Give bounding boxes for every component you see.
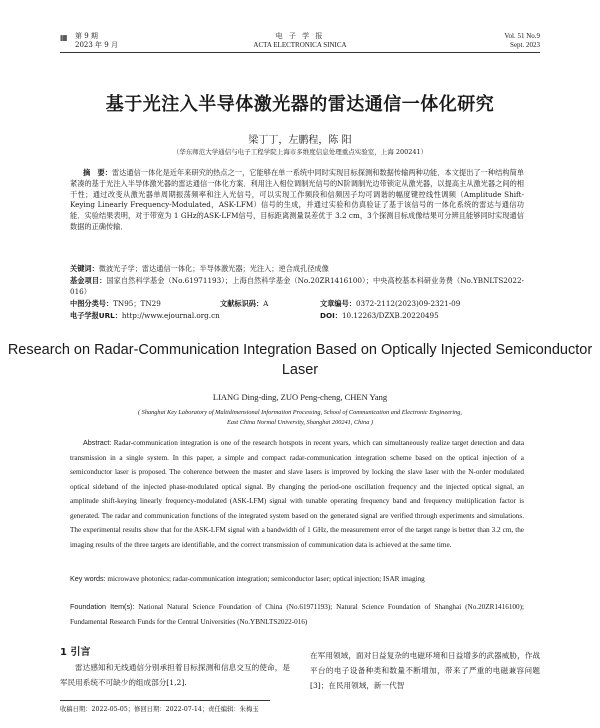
header-rule xyxy=(60,52,540,53)
keywords-en xyxy=(70,572,524,587)
fund-en xyxy=(70,600,524,629)
keywords-cn-label: 关键词： xyxy=(70,264,99,273)
fund-cn-label: 基金项目： xyxy=(70,276,107,285)
abstract-en xyxy=(70,436,524,552)
header-right xyxy=(504,32,540,50)
keywords-en-text: microwave photonics; radar-communication integration; semiconductor laser; optical injection; ISAR imaging xyxy=(107,575,425,583)
fund-cn-text: 国家自然科学基金（No.61971193）；上海自然科学基金（No.20ZR1416100）；中央高校基本科研业务费（No.YBNLTS2022-016） xyxy=(70,276,524,296)
doi-label: DOI： xyxy=(320,311,342,320)
journal-url[interactable]: http://www.ejournal.org.cn xyxy=(121,311,220,320)
authors-en: LIANG Ding-ding, ZUO Peng-cheng, CHEN Yang xyxy=(212,392,388,402)
header-issue-cn: 第 9 期 xyxy=(75,32,98,40)
classification-row-1 xyxy=(70,299,524,310)
journal-url-label: 电子学报URL： xyxy=(70,311,122,320)
header-date-cn: 2023 年 9 月 xyxy=(75,41,118,49)
doc-code-label: 文献标识码： xyxy=(220,299,264,308)
fund-en-label: Foundation Item(s): xyxy=(70,602,135,611)
abstract-cn-text: 雷达通信一体化是近年来研究的热点之一，它能够在单一系统中同时实现目标探测和数据传输两种功能．本文提出了一种结构简单紧凑的基于光注入半导体激光器的雷达通信一体化方案．利用注入相位调制光信号的N阶调制光边带锁定从激光器，以提高主从激光器之间的相干性；通过改变从激光器单周期振荡频率和注入光信号，可以实现工作频段和信频因子均可调谐的幅度键控线性调频（Amplitude Shift-Keying Linearly Frequency-Modulated，ASK-LFM）信号的生成，并通过实验和仿真验证了基于该信号的一体化系统的雷达与通信功能．实验结果表明，对于带宽为 1 GHz的ASK-LFM信号，目标距离测量误差优于 3.2 cm，3个探测目标成像结果可分辨且能够同时实现通信数据的正确传输． xyxy=(70,168,524,231)
doc-code-value: A xyxy=(263,299,269,308)
affiliation-cn: （华东师范大学通信与电子工程学院上海市多维度信息处理重点实验室，上海 200241） xyxy=(172,148,428,156)
header-journal-en: ACTA ELECTRONICA SINICA xyxy=(253,41,347,49)
header-journal-cn: 电 子 学 报 xyxy=(275,32,325,40)
section-1-left-column: 雷达感知和无线通信分别承担着目标探测和信息交互的使命，是军民用系统不可缺少的组成部分[1,2]. xyxy=(60,663,290,687)
header-date-en: Sept. 2023 xyxy=(510,41,540,49)
keywords-en-label: Key words: xyxy=(70,574,106,583)
article-no-value: 0372-2112(2023)09-2321-09 xyxy=(355,299,461,308)
title-en: Research on Radar-Communication Integration Based on Optically Injected Semiconductor Laser xyxy=(7,342,593,378)
article-no-label: 文章编号： xyxy=(320,299,356,308)
journal-logo: ▦ xyxy=(60,32,68,42)
clc-value: TN95；TN29 xyxy=(113,299,161,308)
abstract-cn-label: 摘 要： xyxy=(83,168,112,177)
keywords-cn-text: 微波光子学；雷达通信一体化；半导体激光器；光注入；逆合成孔径成像 xyxy=(98,264,329,273)
fund-cn xyxy=(70,276,524,298)
abstract-en-text: Radar-communication integration is one of the research hotspots in recent years, which can simultaneously realize target detection and data transmission in a single system. In this paper, a simple and compact radar-communication integration scheme based on the optical injection of a semiconductor laser is proposed. The coherence between the master and slave lasers is improved by locking the slave laser with the N-order modulated optical sideband of the injected phase-modulated optical signal. By changing the period-one oscillation frequency and the injected optical signal, an amplitude shift-keying linearly frequency-modulated (ASK-LFM) signal with tunable operating frequency band and frequency multiplication factor is generated. The radar and communication functions of the integrated system based on the generated signal are verified through experiments and simulations. The experimental results show that for the ASK-LFM signal with a bandwidth of 1 GHz, the measurement error of the target range is better than 3.2 cm, the imaging results of the three targets are identifiable, and the correct transmission of communication data is achieved at the same time. xyxy=(70,439,525,549)
section-1-heading: 1 引言 xyxy=(60,647,91,658)
header-vol: Vol. 51 No.9 xyxy=(504,32,540,40)
fund-en-text: National Natural Science Foundation of China (No.61971193); Natural Science Foundation of Shanghai (No.20ZR1416100); Fundamental Research Funds for the Central Universities (No.YBNLTS2022-016) xyxy=(70,603,524,626)
section-1-right-column: 在军用领域，面对日益复杂的电磁环境和日益增多的武器威胁，作战平台的电子设备种类和数量不断增加，带来了严重的电磁兼容问题[3]；在民用领域，新一代智 xyxy=(310,651,540,690)
title-cn: 基于光注入半导体激光器的雷达通信一体化研究 xyxy=(105,94,495,115)
doi-value[interactable]: 10.12263/DZXB.20220495 xyxy=(341,311,439,320)
classification-row-2 xyxy=(70,311,524,322)
authors-cn: 梁丁丁，左鹏程，陈 阳 xyxy=(248,135,352,146)
affiliation-en-2: East China Normal University, Shanghai 200241, China ) xyxy=(226,419,374,426)
footnote: 收稿日期：2022-05-05；修回日期：2022-07-14；责任编辑：朱梅玉 xyxy=(60,706,259,713)
affiliation-en-1: ( Shanghai Key Laboratory of Multidimensional Information Processing, School of Communication and Electronic Engineering, xyxy=(138,409,462,416)
abstract-en-label: Abstract: xyxy=(83,438,112,447)
clc-label: 中图分类号： xyxy=(70,299,114,308)
footnote-rule xyxy=(60,700,270,701)
abstract-cn xyxy=(70,168,524,233)
keywords-cn xyxy=(70,264,524,275)
